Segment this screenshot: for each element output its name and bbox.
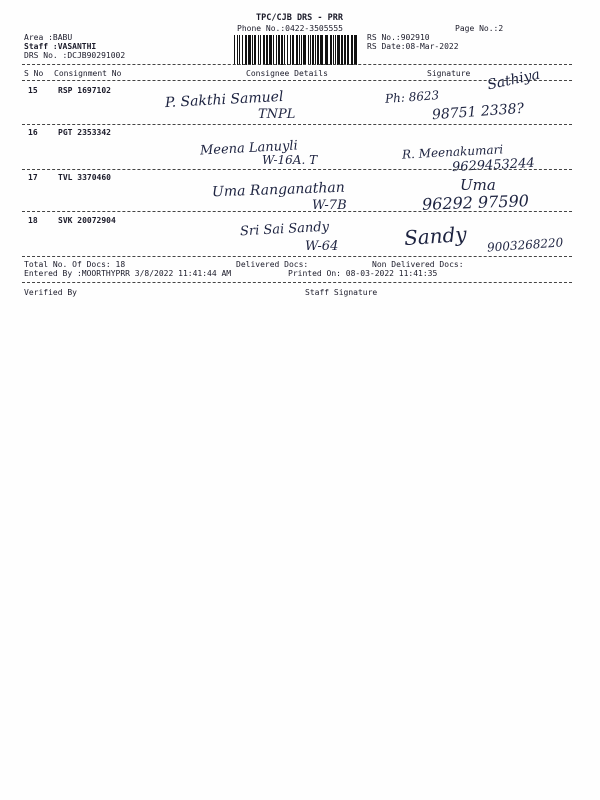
row-consignment: PGT 2353342: [58, 128, 111, 137]
signature-handwriting-phone: 98751 2338?: [431, 100, 525, 124]
non-delivered-docs: Non Delivered Docs:: [372, 260, 464, 269]
consignee-handwriting-address: W-7B: [312, 198, 347, 213]
signature-handwriting-phone: 9629453244: [451, 155, 536, 176]
total-docs: Total No. Of Docs: 18: [24, 260, 126, 269]
rs-date: RS Date:08-Mar-2022: [367, 42, 459, 51]
column-header-consignee: Consignee Details: [246, 69, 328, 78]
consignee-handwriting-address: W-64: [305, 239, 339, 254]
verified-by: Verified By: [24, 288, 77, 297]
signature-handwriting-phone-label: Ph: 8623: [384, 88, 440, 106]
signature-handwriting-phone: 96292 97590: [421, 191, 530, 214]
signature-handwriting: Uma: [460, 176, 496, 194]
entered-by: Entered By :MOORTHYPRR 3/8/2022 11:41:44 AM: [24, 269, 232, 278]
phone-number: Phone No.:0422-3505555: [237, 24, 343, 33]
consignee-handwriting-address: TNPL: [258, 107, 296, 122]
row-consignment: TVL 3370460: [58, 173, 111, 182]
consignee-handwriting-name: Sri Sai Sandy: [239, 219, 330, 240]
consignee-handwriting-name: Meena Lanuyli: [199, 138, 299, 159]
footer-bottom-divider: [22, 282, 572, 283]
row-sno: 15: [28, 86, 38, 95]
row-consignment: RSP 1697102: [58, 86, 111, 95]
row-sno: 16: [28, 128, 38, 137]
rs-number: RS No.:902910: [367, 33, 430, 42]
barcode-image: [233, 35, 359, 65]
document-title: TPC/CJB DRS - PRR: [256, 13, 343, 23]
consignee-handwriting-address: W-16A. T: [262, 153, 318, 167]
column-header-signature: Signature: [427, 69, 471, 78]
signature-handwriting: Sathiya: [485, 66, 542, 94]
consignee-handwriting-name: P. Sakthi Samuel: [164, 88, 284, 112]
row-divider: [22, 124, 572, 125]
staff-signature: Staff Signature: [305, 288, 378, 297]
page-number: Page No.:2: [455, 24, 504, 33]
staff-field: Staff :VASANTHI: [24, 42, 97, 51]
printed-on: Printed On: 08-03-2022 11:41:35: [288, 269, 438, 278]
footer-divider: [22, 256, 572, 257]
row-divider: [22, 211, 572, 212]
row-consignment: SVK 20072904: [58, 216, 116, 225]
consignee-handwriting-name: Uma Ranganathan: [211, 179, 346, 201]
row-divider: [22, 169, 572, 170]
signature-handwriting-phone: 9003268220: [486, 235, 564, 255]
column-header-consignment: Consignment No: [54, 69, 122, 78]
area-field: Area :BABU: [24, 33, 73, 42]
signature-handwriting: R. Meenakumari: [401, 142, 504, 162]
drs-number: DRS No. :DCJB90291002: [24, 51, 126, 60]
column-header-sno: S No: [24, 69, 44, 78]
row-sno: 17: [28, 173, 38, 182]
row-sno: 18: [28, 216, 38, 225]
delivered-docs: Delivered Docs:: [236, 260, 309, 269]
signature-handwriting: Sandy: [403, 221, 468, 251]
header-divider: [22, 64, 572, 65]
